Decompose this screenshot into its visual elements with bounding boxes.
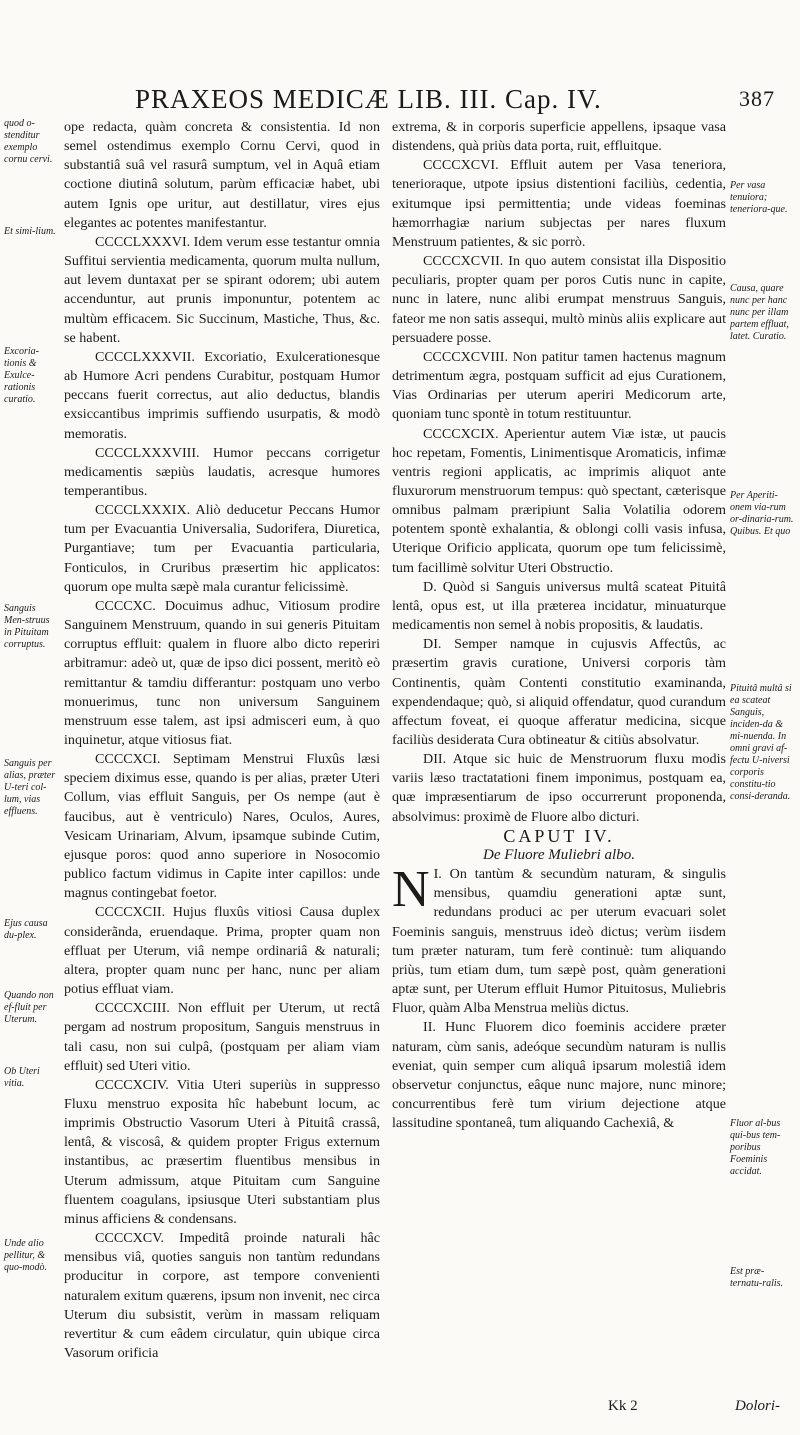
paragraph: CCCCLXXXVIII. Humor peccans corrigetur medicamentis sæpiùs laudatis, acresque humores temperantibus. [64,444,380,499]
margin-note: Quando non ef-fluit per Uterum. [4,990,54,1025]
margin-note: Sanguis Men-struus in Pituitam corruptus. [4,603,50,650]
paragraph: CCCCXCIX. Aperientur autem Viæ istæ, ut paucis hoc repetam, Fomentis, Linimentisque Aromaticis, infimæ ventris regioni applicatis, ac imprimis aliquot ante fluxurorum menstruorum tempus: quò spectant, cæterisque omnibus palmam præripiunt Salia Volatilia odorem potentem spontè exhalantia, & oblongi colli vasis infusa, Uterique Orificio applicata, quorum ope tum felicissimè, tum facillimè solvitur Uteri Obstructio. [392,425,726,576]
paragraph: DII. Atque sic huic de Menstruorum fluxu modis variis læso tractatationi finem imponimus, postquam ea, quæ impræsentiarum de ipso occurrerunt proponenda, absolvimus: proximè de Fluore albo dicturi. [392,751,726,825]
paragraph: ope redacta, quàm concreta & consistentia. Id non semel ostendimus exemplo Cornu Cervi, quod in substantiâ suâ vel rasurâ sumptum, vel in Aquâ etiam coctione diutinâ solutum, parùm efficaciæ habet, ubi autem Ignis ope uritur, aut destillatur, vires ejus elegantes ac potentes manifestantur. [64,119,380,231]
paragraph: II. Hunc Fluorem dico foeminis accidere præter naturam, cùm sanis, adeóque secundùm naturam is nullis eveniat, quin semper cum aliquâ ipsarum molestiâ idem observetur conjunctus, eâque nunc majore, nunc minore; concurrentibus ferè tum virium dejectione atque lassitudine spontaneâ, tum aliquando Cachexiâ, & [392,1019,726,1132]
margin-note: Ejus causa du-plex. [4,918,48,941]
margin-note: Per Aperiti-onem via-rum or-dinaria-rum. Quibus. Et quo [730,490,794,537]
margin-note: Excoria-tionis & Exulce-rationis curatio. [4,346,39,405]
paragraph: CCCCXCVI. Effluit autem per Vasa teneriora, tenerioraque, utpote ipsius distentioni faciliùs, cedentia, exitumque ipsi permittentia; unde videas foeminas hæmorrhagiæ narium subjectas per nares fluxum Menstruum patientes, & sic porrò. [392,157,726,250]
margin-note: Sanguis per alias, præter U-teri col-lum, vias effluens. [4,758,56,817]
paragraph: extrema, & in corporis superficie appellens, ipsaque vasa distendens, quà priùs data porta, ruit, effluitque. [392,119,726,155]
paragraph-number: I. [433,866,442,883]
margin-note: Et simi-lium. [4,226,56,237]
paragraph-text: On tantùm & secundùm naturam, & singulis mensibus, quamdiu generationi aptæ sunt, redundans produci ac per uterum evacuari solet Foeminis sanguis, menstruus ideò dictus; verùm iisdem tum præter naturam, tum ferè continuè: tum aliquando priùs, tum etiam dum, tum sæpè post, quàm generationi aptæ sunt, per Uterum effluit Humor Pituitosus, Muliebris Fluor, quàm Alba Menstrua meliùs dictus. [392,866,726,1017]
paragraph: CCCCXCVII. In quo autem consistat illa Dispositio peculiaris, propter quam per poros Cutis nunc in capite, nunc in latere, nunc alibi erumpat menstruus Sanguis, fateor me non satis assequi, multò minùs aliis explicare aut persuadere posse. [392,253,726,346]
margin-note: Fluor al-bus qui-bus tem-poribus Foeminis accidat. [730,1118,781,1177]
paragraph: CCCCLXXXVII. Excoriatio, Exulcerationesque ab Humore Acri pendens Curabitur, postquam Humor peccans fuerit correctus, aut alio deductus, blandis exsiccantibus imprimis suffiendo usurpatis, & modò memoratis. [64,348,380,442]
paragraph: CCCCLXXXVI. Idem verum esse testantur omnia Suffitui servientia medicamenta, quorum multa nullum, aut levem duntaxat per se spirant odorem; ubi autem accenduntur, aut prunis imponuntur, potentem ac multùm efficacem. Sic Succinum, Mastiche, Thus, &c. se habent. [64,233,380,346]
chapter-subtitle: De Fluore Muliebri albo. [483,846,635,863]
paragraph: D. Quòd si Sanguis universus multâ scateat Pituitâ lentâ, opus est, ut illa præterea incidatur, minuaturque medicamentis non semel à nobis propositis, & laudatis. [392,578,726,634]
margin-note: Pituitâ multâ si ea scateat Sanguis, inciden-da & mi-nuenda. In omni gravi af-fectu U-niversi corporis constitu-tio consi-deranda. [730,683,792,802]
margin-note: Unde alio pellitur, & quo-modò. [4,1238,48,1273]
signature-mark: Kk 2 [608,1398,638,1414]
right-column [392,118,726,1133]
paragraph: CCCCLXXXIX. Aliò deducetur Peccans Humor tum per Evacuantia Universalia, Sudorifera, Diuretica, Purgantiave; tum per Evacuantia particularia, Fonticulos, in Cruribus præsertim hic applicatos: quorum ope multa sæpè mala curantur felicissimè. [64,502,380,595]
paragraph: CCCCXCV. Impeditâ proinde naturali hâc mensibus viâ, quoties sanguis non tantùm redundans producitur in corpore, ast tempore convenienti naturalem exitum quærens, ipsum non invenit, nec circa Uterum diu subsistit, verùm in massam reliquam revertitur & cum eâdem circulatur, quin ubique circa Vasorum orificia [64,1230,380,1361]
paragraph: CCCCXCIII. Non effluit per Uterum, ut rectâ pergam ad nostrum propositum, Sanguis menstruus in tali casu, non sui culpâ, (postquam per aliam viam effluit) sed Uteri vitio. [64,1000,380,1074]
left-column [64,118,380,1363]
running-header [135,84,775,118]
paragraph: CCCCXC. Docuimus adhuc, Vitiosum prodire Sanguinem Menstruum, quando in sui generis Pituitam corruptus effluit: qualem in fluore albo dicto reperiri arbitramur: adeò ut, quæ de ipso dici possent, meritò eò remittantur & tamdiu differantur: postquam uno verbo monuerimus, tunc non universum Sanguinem menstruum esse talem, ast ipsi admisceri eum, à quo inquinetur, atque vitiosus fiat. [64,597,380,748]
margin-note: Per vasa tenuiora; teneriora-que. [730,180,788,215]
margin-note: Est præ-ternatu-ralis. [730,1266,784,1289]
paragraph: CCCCXCII. Hujus fluxûs vitiosi Causa duplex considerãnda, eruendaque. Prima, propter quam non effluat per Uterum, viâ nempe ordinariâ & naturali; altera, propter quam nunc per hanc, nunc per aliam potius effluat viam. [64,904,380,998]
margin-note: quod o-stenditur exemplo cornu cervi. [4,118,53,165]
catchword: Dolori- [735,1398,780,1414]
margin-note: Causa, quare nunc per hanc nunc per illam partem effluat, latet. Curatio. [730,283,789,342]
paragraph: CCCCXCVIII. Non patitur tamen hactenus magnum detrimentum ægra, postquam sufficit ad ejus Curationem, Vias Ordinarias per uterum aperiri Medicorum arte, quoniam tunc spontè in totum restituuntur. [392,348,726,423]
chapter-first-paragraph [392,861,726,1018]
page-number: 387 [739,86,775,111]
chapter-title: CAPUT IV. [503,825,615,846]
paragraph: CCCCXCI. Septimam Menstrui Fluxûs læsi speciem diximus esse, quando is per alias, præter Uteri Collum, vias effluit Sanguis, per Os nempe (aut è faucibus, aut è ventriculo) Nares, Oculos, Aures, Vesicam Urinariam, Alvum, ipsamque subinde Cutim, ejusque poros: quod anno superiore in Nosocomio publico factum vidimus in Capite inter capillos: unde magnus contingebat foetor. [64,751,380,902]
running-title: PRAXEOS MEDICÆ LIB. III. Cap. IV. [135,84,602,114]
page-footer [600,1398,780,1415]
paragraph: CCCCXCIV. Vitia Uteri superiùs in suppresso Fluxu menstruo exposita hîc habebunt locum, ac imprimis Obstructio Vasorum Uteri à Pituitâ crassâ, lentâ, & viscosâ, & quidem propter Frigus externum instantibus, ac præsertim fluentibus mensibus in Uterum admissum, atque Pituitam cum Sanguine fluentem coagulans, ipsiusque Uteri substantiam plus minus afficiens & condensans. [64,1076,380,1227]
drop-capital: N [392,861,430,919]
paragraph: DI. Semper namque in cujusvis Affectûs, ac præsertim gravis curatione, Universi corporis tàm Continentis, quàm Contenti constitutio examinanda, expendendaque; quò, si aliquid offendatur, quod curandum affectum foveat, ei quoque afferatur medicina, sicque faciliùs desiderata Cura obtineatur & citiùs absolvatur. [392,636,726,748]
margin-note: Ob Uteri vitia. [4,1066,40,1089]
